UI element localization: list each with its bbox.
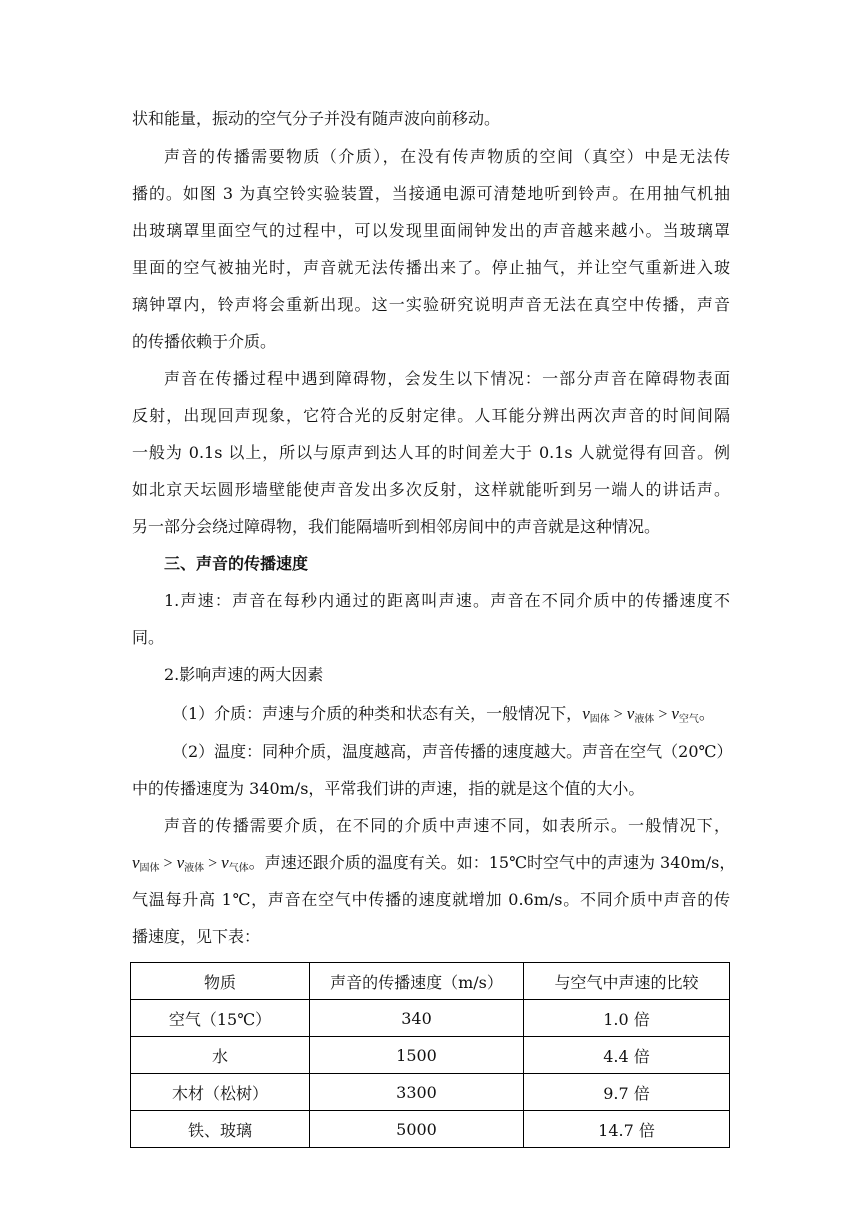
paragraph-line: 声音的传播需要物质（介质），在没有传声物质的空间（真空）中是无法传: [164, 147, 730, 166]
paragraph-line: 如北京天坛圆形墙壁能使声音发出多次反射，这样就能听到另一端人的讲话声。: [132, 480, 730, 499]
header-cell: 与空气中声速的比较: [524, 963, 730, 1000]
table-cell: 4.4 倍: [524, 1037, 730, 1074]
formula-v: v: [582, 704, 590, 723]
paragraph-line: 声音在传播过程中遇到障碍物，会发生以下情况：一部分声音在障碍物表面: [164, 369, 730, 388]
table-cell: 木材（松树）: [131, 1074, 310, 1111]
paragraph-line: 1.声速：声音在每秒内通过的距离叫声速。声音在不同介质中的传播速度不: [164, 591, 730, 610]
paragraph-line: 同。: [132, 628, 165, 647]
table-header-row: [131, 963, 730, 1000]
paragraph-line: 播速度，见下表：: [132, 927, 261, 946]
table-cell: 1.0 倍: [524, 1000, 730, 1037]
paragraph-line: 里面的空气被抽光时，声音就无法传播出来了。停止抽气，并让空气重新进入玻: [132, 258, 730, 277]
formula-period: 。: [698, 704, 715, 723]
formula-sub-liquid: 液体: [184, 863, 205, 874]
paragraph-line: 声音的传播需要介质，在不同的介质中声速不同，如表所示。一般情况下，: [164, 816, 730, 835]
paragraph-line: 一般为 0.1s 以上，所以与原声到达人耳的时间差大于 0.1s 人就觉得有回音。例: [132, 443, 730, 462]
formula-v: v: [176, 853, 185, 872]
formula-sub-liquid: 液体: [634, 714, 655, 725]
paragraph-line: 璃钟罩内，铃声将会重新出现。这一实验研究说明声音无法在真空中传播，声音: [132, 295, 730, 314]
table-cell: 1500: [310, 1037, 524, 1074]
formula-line-medium: [172, 703, 715, 731]
formula-line-general: [132, 852, 735, 880]
table-row: [131, 1111, 730, 1148]
formula-v: v: [671, 704, 679, 723]
formula-sub-solid: 固体: [589, 714, 610, 725]
formula-tail-text: 。声速还跟介质的温度有关。如：15℃时空气中的声速为 340m/s，: [248, 853, 736, 872]
table-cell: 5000: [310, 1111, 524, 1148]
table-cell: 铁、玻璃: [131, 1111, 310, 1148]
paragraph-line: 反射，出现回声现象，它符合光的反射定律。人耳能分辨出两次声音的时间间隔: [132, 406, 730, 425]
table-row: [131, 1074, 730, 1111]
table-cell: 水: [131, 1037, 310, 1074]
table-row: [131, 1037, 730, 1074]
medium-text: （1）介质：声速与介质的种类和状态有关，一般情况下，: [172, 704, 583, 723]
table-cell: 9.7 倍: [524, 1074, 730, 1111]
header-cell: 声音的传播速度（m/s）: [310, 963, 524, 1000]
paragraph-line: 播的。如图 3 为真空铃实验装置，当接通电源可清楚地听到铃声。在用抽气机抽: [132, 184, 730, 203]
paragraph-line: 2.影响声速的两大因素: [164, 665, 324, 684]
formula-v: v: [626, 704, 635, 723]
table-body: [131, 963, 730, 1148]
paragraph-line: 气温每升高 1℃，声音在空气中传播的速度就增加 0.6m/s。不同介质中声音的传: [132, 890, 730, 909]
formula-sub-solid: 固体: [139, 863, 160, 874]
paragraph-line: 另一部分会绕过障碍物，我们能隔墙听到相邻房间中的声音就是这种情况。: [132, 517, 661, 536]
paragraph-line: 出玻璃罩里面空气的过程中，可以发现里面闹钟发出的声音越来越小。当玻璃罩: [132, 221, 730, 240]
formula-gt: >: [163, 855, 173, 872]
table-cell: 3300: [310, 1074, 524, 1111]
formula-v: v: [132, 853, 140, 872]
formula-gt: >: [613, 706, 623, 723]
table-row: [131, 1000, 730, 1037]
header-cell: 物质: [131, 963, 310, 1000]
formula-sub-gas: 气体: [228, 863, 249, 874]
table-cell: 14.7 倍: [524, 1111, 730, 1148]
section-heading: 三、声音的传播速度: [164, 554, 309, 573]
paragraph-line: 的传播依赖于介质。: [132, 332, 277, 351]
formula-gt: >: [208, 855, 218, 872]
sound-speed-table: [130, 962, 730, 1148]
formula-sub-air: 空气: [678, 714, 699, 725]
table-cell: 空气（15℃）: [131, 1000, 310, 1037]
paragraph-line: 状和能量，振动的空气分子并没有随声波向前移动。: [132, 109, 501, 128]
table-cell: 340: [310, 1000, 524, 1037]
formula-v: v: [221, 853, 229, 872]
formula-gt: >: [658, 706, 668, 723]
paragraph-line: 中的传播速度为 340m/s，平常我们讲的声速，指的就是这个值的大小。: [132, 779, 645, 798]
paragraph-line: （2）温度：同种介质，温度越高，声音传播的速度越大。声音在空气（20℃）: [172, 742, 733, 761]
